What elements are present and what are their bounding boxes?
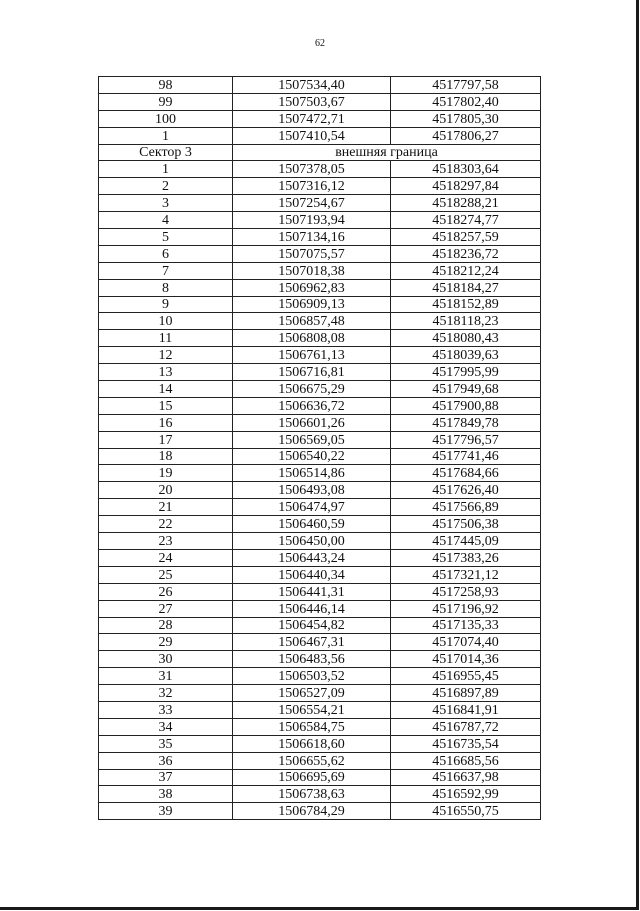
- coord-y: 4516897,89: [391, 685, 541, 702]
- coord-y: 4517626,40: [391, 482, 541, 499]
- point-number: 28: [99, 617, 233, 634]
- table-row: [99, 499, 541, 516]
- coord-y: 4517383,26: [391, 549, 541, 566]
- table-row: [99, 77, 541, 94]
- point-number: 31: [99, 668, 233, 685]
- coord-y: 4517566,89: [391, 499, 541, 516]
- table-row: [99, 482, 541, 499]
- table-row: [99, 786, 541, 803]
- coord-y: 4517805,30: [391, 110, 541, 127]
- coord-x: 1506675,29: [233, 381, 391, 398]
- coord-y: 4518236,72: [391, 245, 541, 262]
- coord-x: 1506601,26: [233, 414, 391, 431]
- table-row: [99, 549, 541, 566]
- coord-y: 4517196,92: [391, 600, 541, 617]
- table-row: [99, 600, 541, 617]
- coord-y: 4516685,56: [391, 752, 541, 769]
- point-number: 98: [99, 77, 233, 94]
- point-number: 11: [99, 330, 233, 347]
- coord-x: 1507193,94: [233, 212, 391, 229]
- coord-x: 1506716,81: [233, 364, 391, 381]
- point-number: 1: [99, 161, 233, 178]
- table-row: [99, 347, 541, 364]
- coord-y: 4517741,46: [391, 448, 541, 465]
- coord-y: 4517321,12: [391, 566, 541, 583]
- point-number: 24: [99, 549, 233, 566]
- table-row: [99, 685, 541, 702]
- point-number: 34: [99, 718, 233, 735]
- coord-x: 1507316,12: [233, 178, 391, 195]
- table-row: [99, 262, 541, 279]
- point-number: 12: [99, 347, 233, 364]
- table-row: [99, 296, 541, 313]
- point-number: 14: [99, 381, 233, 398]
- point-number: 9: [99, 296, 233, 313]
- coord-y: 4516955,45: [391, 668, 541, 685]
- sector-header: [99, 144, 541, 161]
- coord-x: 1506695,69: [233, 769, 391, 786]
- coord-x: 1506655,62: [233, 752, 391, 769]
- point-number: 18: [99, 448, 233, 465]
- coord-y: 4516841,91: [391, 701, 541, 718]
- table-row: [99, 718, 541, 735]
- table-row: [99, 803, 541, 820]
- coord-x: 1506493,08: [233, 482, 391, 499]
- table-row: [99, 127, 541, 144]
- coord-y: 4516735,54: [391, 735, 541, 752]
- point-number: 3: [99, 195, 233, 212]
- table-row: [99, 617, 541, 634]
- table-row: [99, 431, 541, 448]
- point-number: 13: [99, 364, 233, 381]
- coord-y: 4516637,98: [391, 769, 541, 786]
- point-number: 4: [99, 212, 233, 229]
- point-number: 22: [99, 516, 233, 533]
- point-number: 6: [99, 245, 233, 262]
- coord-x: 1506467,31: [233, 634, 391, 651]
- coord-y: 4517949,68: [391, 381, 541, 398]
- coord-x: 1506909,13: [233, 296, 391, 313]
- table-row: [99, 465, 541, 482]
- table-row: [99, 752, 541, 769]
- coord-y: 4518152,89: [391, 296, 541, 313]
- coord-y: 4516592,99: [391, 786, 541, 803]
- coord-y: 4517806,27: [391, 127, 541, 144]
- coord-y: 4518297,84: [391, 178, 541, 195]
- coord-x: 1507254,67: [233, 195, 391, 212]
- coord-x: 1506962,83: [233, 279, 391, 296]
- coord-x: 1506450,00: [233, 533, 391, 550]
- coord-x: 1507472,71: [233, 110, 391, 127]
- table-body-after: [99, 161, 541, 820]
- coord-y: 4518184,27: [391, 279, 541, 296]
- table-row: [99, 313, 541, 330]
- coord-x: 1507378,05: [233, 161, 391, 178]
- point-number: 35: [99, 735, 233, 752]
- coord-y: 4518080,43: [391, 330, 541, 347]
- table-row: [99, 735, 541, 752]
- coord-x: 1507134,16: [233, 229, 391, 246]
- coord-y: 4518274,77: [391, 212, 541, 229]
- point-number: 21: [99, 499, 233, 516]
- coord-y: 4517995,99: [391, 364, 541, 381]
- table-row: [99, 178, 541, 195]
- table-row: [99, 533, 541, 550]
- coord-x: 1507410,54: [233, 127, 391, 144]
- point-number: 27: [99, 600, 233, 617]
- point-number: 2: [99, 178, 233, 195]
- table-row: [99, 448, 541, 465]
- coord-x: 1506443,24: [233, 549, 391, 566]
- point-number: 17: [99, 431, 233, 448]
- coord-x: 1506527,09: [233, 685, 391, 702]
- table-row: [99, 381, 541, 398]
- coord-x: 1506761,13: [233, 347, 391, 364]
- coord-x: 1506474,97: [233, 499, 391, 516]
- point-number: 16: [99, 414, 233, 431]
- coord-x: 1506514,86: [233, 465, 391, 482]
- table-row: [99, 364, 541, 381]
- coord-x: 1507075,57: [233, 245, 391, 262]
- table-row: [99, 110, 541, 127]
- table-row: [99, 195, 541, 212]
- coord-x: 1506540,22: [233, 448, 391, 465]
- table-row: [99, 279, 541, 296]
- table-row: [99, 330, 541, 347]
- point-number: 1: [99, 127, 233, 144]
- coord-y: 4517074,40: [391, 634, 541, 651]
- table-row: [99, 701, 541, 718]
- coord-x: 1506440,34: [233, 566, 391, 583]
- table-row: [99, 229, 541, 246]
- table-row: [99, 245, 541, 262]
- coord-y: 4517796,57: [391, 431, 541, 448]
- point-number: 7: [99, 262, 233, 279]
- point-number: 100: [99, 110, 233, 127]
- coord-y: 4517849,78: [391, 414, 541, 431]
- coord-y: 4517797,58: [391, 77, 541, 94]
- table-row: [99, 566, 541, 583]
- point-number: 38: [99, 786, 233, 803]
- point-number: 39: [99, 803, 233, 820]
- coord-x: 1506584,75: [233, 718, 391, 735]
- point-number: 36: [99, 752, 233, 769]
- coord-y: 4517014,36: [391, 651, 541, 668]
- coord-x: 1506454,82: [233, 617, 391, 634]
- coord-y: 4516787,72: [391, 718, 541, 735]
- table-row: [99, 769, 541, 786]
- coord-x: 1506441,31: [233, 583, 391, 600]
- coord-y: 4517258,93: [391, 583, 541, 600]
- table-row: [99, 651, 541, 668]
- point-number: 19: [99, 465, 233, 482]
- table-row: [99, 161, 541, 178]
- coord-y: 4517506,38: [391, 516, 541, 533]
- coord-x: 1506460,59: [233, 516, 391, 533]
- coord-x: 1506618,60: [233, 735, 391, 752]
- point-number: 25: [99, 566, 233, 583]
- page-number: 62: [315, 38, 325, 49]
- coord-x: 1506569,05: [233, 431, 391, 448]
- coord-x: 1506554,21: [233, 701, 391, 718]
- table-body-before: [99, 77, 541, 145]
- coord-y: 4518039,63: [391, 347, 541, 364]
- coord-x: 1506857,48: [233, 313, 391, 330]
- point-number: 5: [99, 229, 233, 246]
- coord-x: 1506483,56: [233, 651, 391, 668]
- point-number: 26: [99, 583, 233, 600]
- coord-y: 4516550,75: [391, 803, 541, 820]
- point-number: 10: [99, 313, 233, 330]
- point-number: 20: [99, 482, 233, 499]
- point-number: 29: [99, 634, 233, 651]
- coord-y: 4518257,59: [391, 229, 541, 246]
- coord-y: 4517445,09: [391, 533, 541, 550]
- point-number: 33: [99, 701, 233, 718]
- point-number: 32: [99, 685, 233, 702]
- coord-y: 4517900,88: [391, 397, 541, 414]
- coord-x: 1507503,67: [233, 93, 391, 110]
- coord-y: 4518288,21: [391, 195, 541, 212]
- coord-x: 1506503,52: [233, 668, 391, 685]
- table-row: [99, 414, 541, 431]
- point-number: 99: [99, 93, 233, 110]
- coordinates-table: [98, 76, 541, 820]
- coord-x: 1506784,29: [233, 803, 391, 820]
- boundary-label: внешняя граница: [233, 144, 541, 161]
- coord-y: 4517802,40: [391, 93, 541, 110]
- sector-row: [99, 144, 541, 161]
- point-number: 30: [99, 651, 233, 668]
- point-number: 37: [99, 769, 233, 786]
- table-row: [99, 397, 541, 414]
- coord-x: 1506636,72: [233, 397, 391, 414]
- point-number: 8: [99, 279, 233, 296]
- coord-x: 1506446,14: [233, 600, 391, 617]
- point-number: 15: [99, 397, 233, 414]
- table-row: [99, 93, 541, 110]
- coord-y: 4518212,24: [391, 262, 541, 279]
- table-row: [99, 516, 541, 533]
- coord-y: 4517135,33: [391, 617, 541, 634]
- sector-label: Сектор 3: [99, 144, 233, 161]
- coord-x: 1506738,63: [233, 786, 391, 803]
- table-row: [99, 212, 541, 229]
- point-number: 23: [99, 533, 233, 550]
- coord-y: 4518118,23: [391, 313, 541, 330]
- table-row: [99, 634, 541, 651]
- table-row: [99, 583, 541, 600]
- coord-y: 4517684,66: [391, 465, 541, 482]
- coord-x: 1506808,08: [233, 330, 391, 347]
- table-row: [99, 668, 541, 685]
- coord-x: 1507534,40: [233, 77, 391, 94]
- coord-x: 1507018,38: [233, 262, 391, 279]
- coord-y: 4518303,64: [391, 161, 541, 178]
